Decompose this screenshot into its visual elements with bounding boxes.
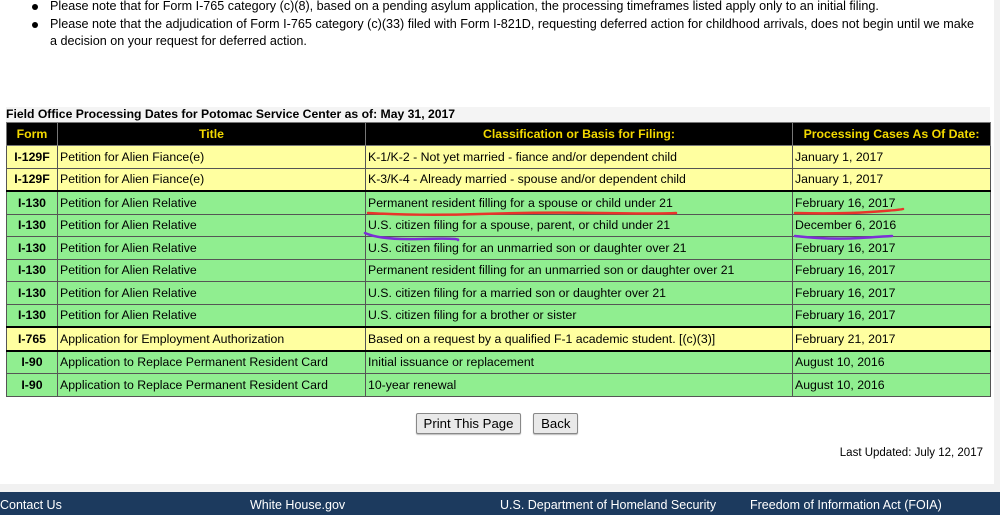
- table-row: [7, 374, 991, 397]
- cell-form: I-129F: [7, 168, 58, 191]
- note-item: [30, 0, 980, 16]
- table-row: [7, 214, 991, 237]
- cell-basis: Permanent resident filling for an unmarried son or daughter over 21: [366, 259, 793, 282]
- cell-basis: Initial issuance or replacement: [366, 351, 793, 374]
- table-row: [7, 168, 991, 191]
- table-row: [7, 237, 991, 260]
- table-header-row: [7, 123, 991, 146]
- cell-date: January 1, 2017: [793, 146, 991, 169]
- processing-table-section: [6, 107, 990, 397]
- cell-basis: 10-year renewal: [366, 374, 793, 397]
- cell-form: I-130: [7, 237, 58, 260]
- cell-form: I-130: [7, 282, 58, 305]
- cell-basis: U.S. citizen filing for a married son or daughter over 21: [366, 282, 793, 305]
- cell-date: December 6, 2016: [793, 214, 991, 237]
- cell-date: February 16, 2017: [793, 237, 991, 260]
- cell-title: Petition for Alien Relative: [58, 191, 366, 214]
- footer-link-contact[interactable]: Contact Us: [0, 498, 62, 512]
- processing-table: [6, 122, 991, 397]
- cell-date: February 21, 2017: [793, 327, 991, 351]
- table-row: [7, 259, 991, 282]
- cell-basis: Based on a request by a qualified F-1 academic student. [(c)(3)]: [366, 327, 793, 351]
- cell-title: Application for Employment Authorization: [58, 327, 366, 351]
- cell-date: August 10, 2016: [793, 374, 991, 397]
- footer-link-foia[interactable]: Freedom of Information Act (FOIA): [750, 498, 942, 512]
- footer-link-dhs[interactable]: U.S. Department of Homeland Security: [500, 498, 717, 512]
- cell-date: February 16, 2017: [793, 259, 991, 282]
- table-row: [7, 282, 991, 305]
- cell-title: Petition for Alien Relative: [58, 237, 366, 260]
- note-item: [30, 16, 980, 51]
- bullet-icon: [32, 22, 38, 28]
- note-text: Please note that for Form I-765 category (c)(8), based on a pending asylum application, the processing timeframes listed apply only to an initial filing.: [50, 0, 879, 13]
- notes-list: [30, 0, 980, 51]
- cell-date: January 1, 2017: [793, 168, 991, 191]
- table-caption: Field Office Processing Dates for Potomac Service Center as of: May 31, 2017: [6, 107, 990, 122]
- header-basis: Classification or Basis for Filing:: [366, 123, 793, 146]
- cell-date: August 10, 2016: [793, 351, 991, 374]
- print-page-button[interactable]: Print This Page: [416, 413, 522, 434]
- footer: [0, 492, 1000, 515]
- cell-date: February 16, 2017: [793, 304, 991, 327]
- note-text: Please note that the adjudication of Form I-765 category (c)(33) filed with Form I-821D, requesting deferred action for childhood arrivals, does not begin until we make a decision on your request for deferred action.: [50, 16, 975, 48]
- cell-form: I-130: [7, 214, 58, 237]
- cell-title: Petition for Alien Relative: [58, 282, 366, 305]
- cell-form: I-130: [7, 304, 58, 327]
- cell-basis: U.S. citizen filing for an unmarried son or daughter over 21: [366, 237, 793, 260]
- header-date: Processing Cases As Of Date:: [793, 123, 991, 146]
- cell-title: Application to Replace Permanent Resident Card: [58, 351, 366, 374]
- cell-basis: K-1/K-2 - Not yet married - fiance and/or dependent child: [366, 146, 793, 169]
- footer-link-whitehouse[interactable]: White House.gov: [250, 498, 346, 512]
- cell-basis: U.S. citizen filing for a spouse, parent, or child under 21: [366, 214, 793, 237]
- table-row: [7, 327, 991, 351]
- cell-basis: K-3/K-4 - Already married - spouse and/or dependent child: [366, 168, 793, 191]
- cell-form: I-90: [7, 374, 58, 397]
- cell-title: Application to Replace Permanent Resident Card: [58, 374, 366, 397]
- cell-form: I-129F: [7, 146, 58, 169]
- cell-title: Petition for Alien Relative: [58, 259, 366, 282]
- cell-form: I-765: [7, 327, 58, 351]
- cell-form: I-130: [7, 259, 58, 282]
- header-form: Form: [7, 123, 58, 146]
- bullet-icon: [32, 4, 38, 10]
- cell-title: Petition for Alien Relative: [58, 304, 366, 327]
- cell-date: February 16, 2017: [793, 282, 991, 305]
- header-title: Title: [58, 123, 366, 146]
- cell-date: February 16, 2017: [793, 191, 991, 214]
- cell-title: Petition for Alien Relative: [58, 214, 366, 237]
- table-row: [7, 351, 991, 374]
- cell-form: I-130: [7, 191, 58, 214]
- button-bar: [0, 413, 994, 434]
- cell-basis: Permanent resident filling for a spouse or child under 21: [366, 191, 793, 214]
- cell-title: Petition for Alien Fiance(e): [58, 168, 366, 191]
- cell-title: Petition for Alien Fiance(e): [58, 146, 366, 169]
- last-updated: Last Updated: July 12, 2017: [839, 447, 983, 459]
- table-row: [7, 146, 991, 169]
- table-row: [7, 304, 991, 327]
- cell-form: I-90: [7, 351, 58, 374]
- back-button[interactable]: Back: [533, 413, 578, 434]
- cell-basis: U.S. citizen filing for a brother or sister: [366, 304, 793, 327]
- table-row: [7, 191, 991, 214]
